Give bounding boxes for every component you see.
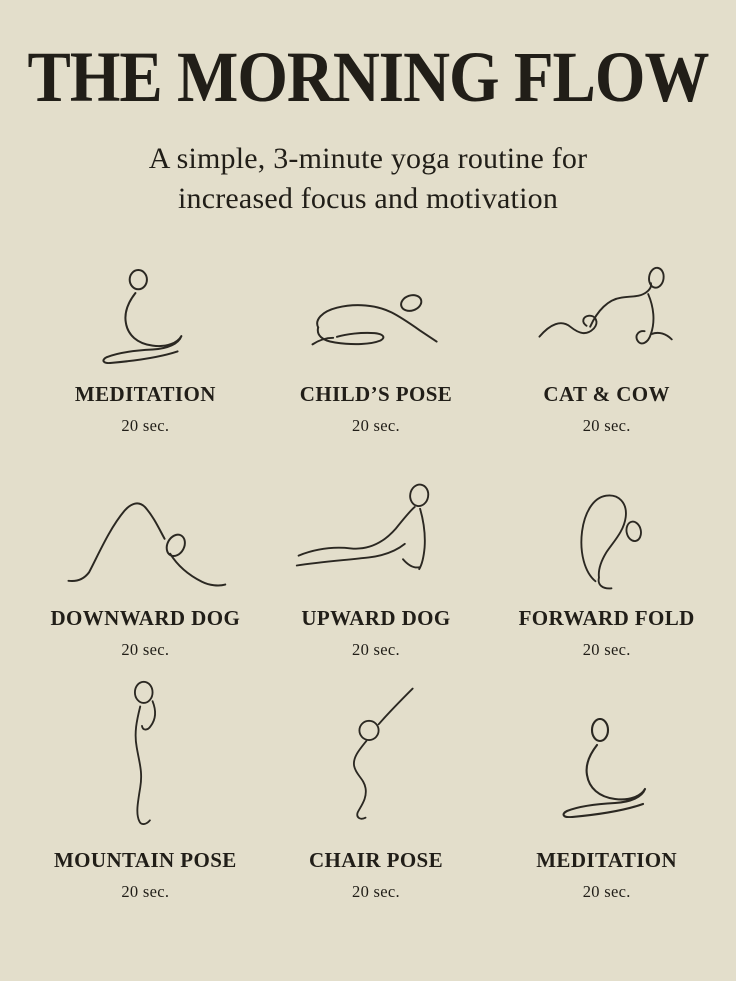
page-subtitle bbox=[0, 109, 736, 218]
chair-pose-figure-icon bbox=[328, 684, 424, 824]
meditation-figure-icon bbox=[537, 718, 677, 818]
pose-card-downward-dog bbox=[30, 470, 261, 678]
pose-card-mountain-pose bbox=[30, 678, 261, 981]
pose-duration: 20 sec. bbox=[352, 882, 400, 901]
pose-duration: 20 sec. bbox=[121, 882, 170, 901]
forward-fold-figure-icon bbox=[558, 476, 656, 592]
pose-card-meditation-1 bbox=[30, 238, 261, 470]
pose-name: DOWNWARD DOG bbox=[50, 606, 241, 630]
pose-duration: 20 sec. bbox=[352, 640, 400, 659]
pose-duration: 20 sec. bbox=[352, 416, 400, 435]
pose-card-chair-pose bbox=[261, 678, 492, 981]
pose-duration: 20 sec. bbox=[582, 640, 631, 659]
mountain-pose-figure-icon bbox=[119, 680, 172, 830]
pose-card-forward-fold bbox=[491, 470, 722, 678]
pose-card-upward-dog bbox=[261, 470, 492, 678]
subtitle-line-1: A simple, 3-minute yoga routine for bbox=[148, 142, 588, 175]
subtitle-line-2: increased focus and motivation bbox=[177, 181, 559, 215]
pose-name: CHAIR POSE bbox=[308, 848, 444, 872]
pose-name: FORWARD FOLD bbox=[518, 606, 695, 630]
pose-card-childs-pose bbox=[261, 238, 492, 470]
pose-card-meditation-2 bbox=[491, 678, 722, 981]
childs-pose-figure-icon bbox=[305, 286, 446, 352]
pose-name: MEDITATION bbox=[536, 848, 678, 872]
pose-duration: 20 sec. bbox=[121, 416, 170, 435]
pose-grid bbox=[30, 238, 722, 981]
pose-duration: 20 sec. bbox=[121, 640, 170, 659]
page-title: THE MORNING FLOW bbox=[27, 38, 709, 118]
pose-name: MEDITATION bbox=[74, 382, 216, 406]
pose-name: UPWARD DOG bbox=[301, 606, 451, 630]
pose-duration: 20 sec. bbox=[582, 416, 631, 435]
downward-dog-figure-icon bbox=[61, 480, 229, 592]
cat-cow-figure-icon bbox=[534, 264, 679, 364]
pose-duration: 20 sec. bbox=[582, 882, 631, 901]
pose-name: CHILD’S POSE bbox=[299, 382, 453, 406]
pose-name: CAT & COW bbox=[543, 382, 670, 406]
pose-card-cat-cow bbox=[491, 238, 722, 470]
upward-dog-figure-icon bbox=[295, 480, 457, 588]
meditation-figure-icon bbox=[78, 268, 212, 364]
pose-name: MOUNTAIN POSE bbox=[53, 848, 237, 872]
